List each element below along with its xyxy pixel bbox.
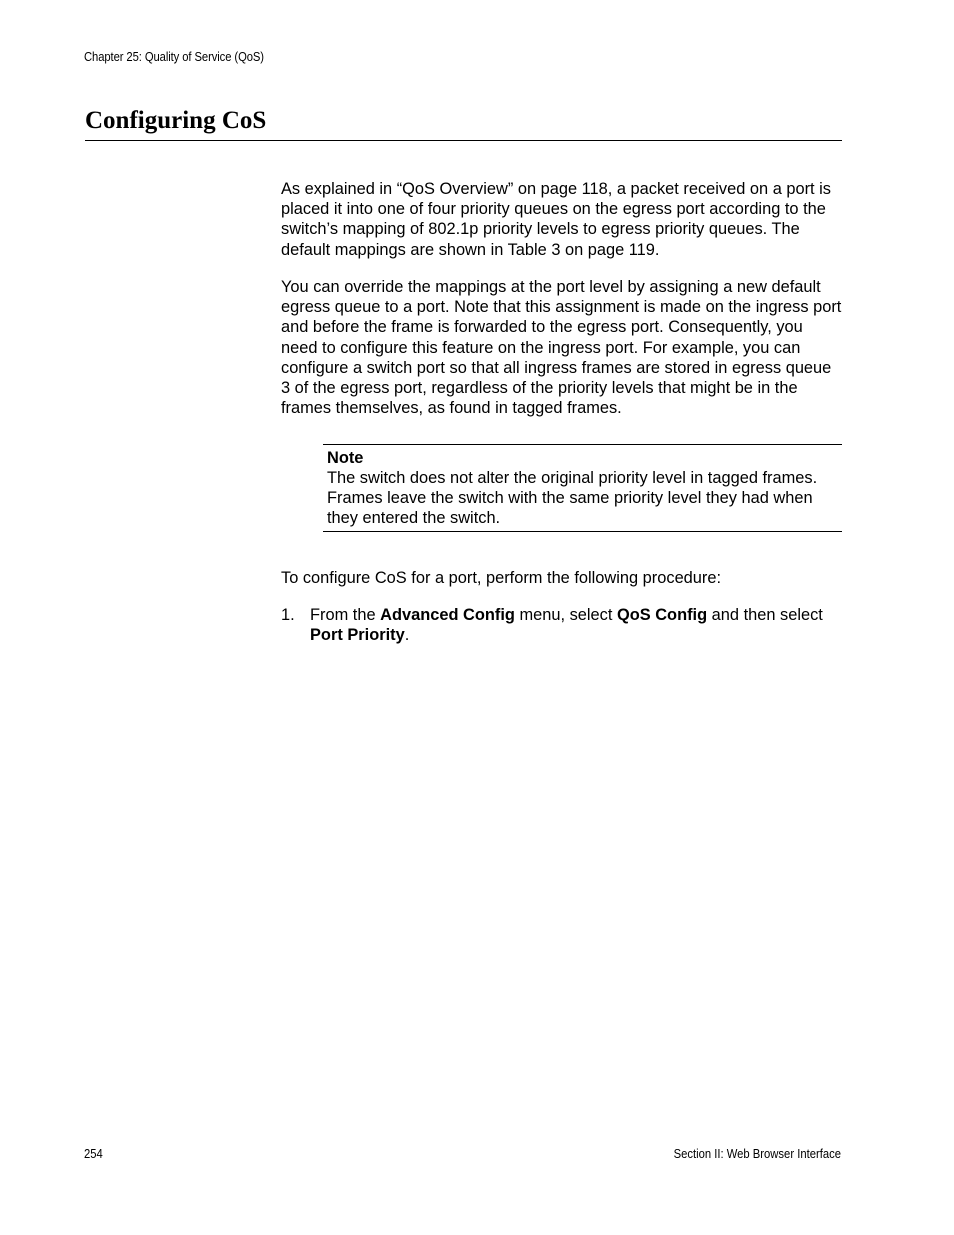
body-paragraph-1: As explained in “QoS Overview” on page 118, a packet received on a port is placed it into one of four priority queues on the egress port according to the switch’s mapping of 802.1p priority levels to egress priority queues. The default mappings are shown in Table 3 on page 119. [281,180,831,259]
body-paragraph-3: To configure CoS for a port, perform the following procedure: [281,569,722,587]
running-header: Chapter 25: Quality of Service (QoS) [84,50,264,64]
step-text-part: and then select [707,606,823,624]
step-text-part: . [404,626,410,645]
title-rule [85,140,842,141]
step-text [310,605,843,645]
page-number: 254 [84,1147,103,1161]
step-text-part: menu, select [514,606,617,624]
note-heading: Note [327,449,364,467]
note-text: The switch does not alter the original priority level in tagged frames. Frames leave the switch with the same priority level they had when they entered the switch. [327,469,818,528]
step-text-part: From the [310,606,381,624]
step-menu-port-priority: Port Priority [310,626,405,645]
step-menu-qos-config: QoS Config [616,606,708,624]
step-number: 1. [281,606,295,624]
step-menu-advanced-config: Advanced Config [380,606,515,624]
body-paragraph-2: You can override the mappings at the port level by assigning a new default egress queue to a port. Note that this assignment is made on the ingress port and before the frame is forwarded to the egress port. Consequently, you need to configure this feature on the ingress port. For example, you can configure a switch port so that all ingress frames are stored in egress queue 3 of the egress port, regardless of the priority levels that might be in the frames themselves, as found in tagged frames. [281,278,842,418]
section-title: Configuring CoS [85,107,267,134]
running-footer-section: Section II: Web Browser Interface [673,1147,841,1161]
note-box [323,444,842,532]
